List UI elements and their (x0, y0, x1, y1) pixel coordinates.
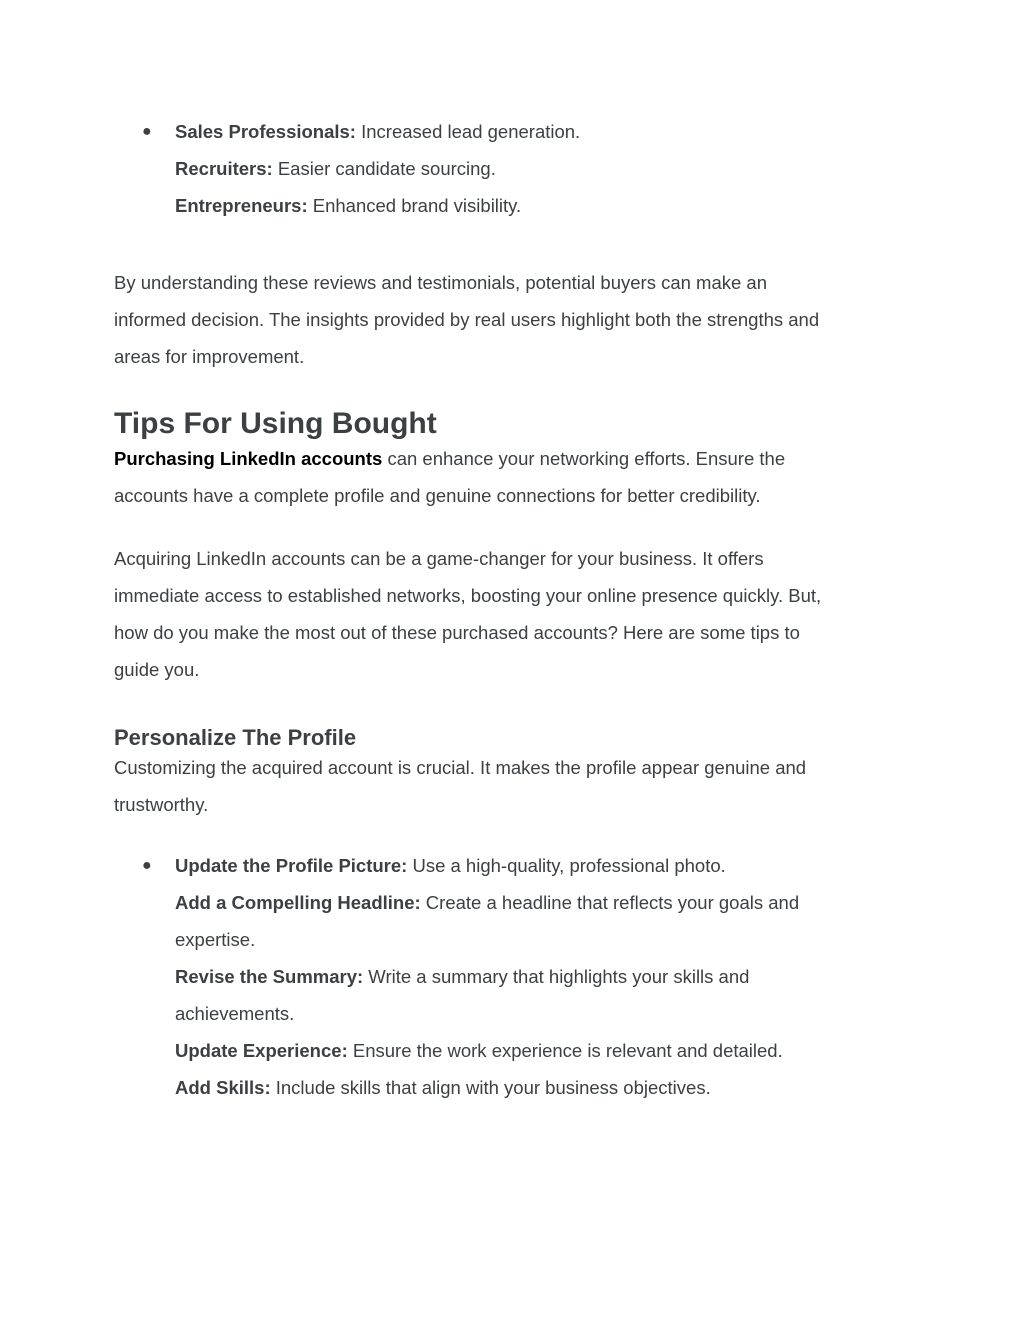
paragraph-line: areas for improvement. (114, 346, 305, 367)
paragraph-line: how do you make the most out of these purchased accounts? Here are some tips to (114, 622, 800, 643)
list-item-label: Add Skills: (175, 1077, 271, 1098)
list-item-label: Revise the Summary: (175, 966, 364, 987)
purchasing-paragraph (114, 440, 894, 514)
list-item-text: Increased lead generation. (355, 121, 581, 142)
list-item-text: Ensure the work experience is relevant and detailed. (347, 1040, 783, 1061)
list-item-continuation: expertise. (175, 929, 256, 950)
list-item (175, 113, 894, 150)
reviews-paragraph (114, 264, 894, 375)
paragraph-line: immediate access to established networks, boosting your online presence quickly. But, (114, 585, 822, 606)
list-item-label: Update the Profile Picture: (175, 855, 408, 876)
paragraph-text: can enhance your networking efforts. Ensure the (382, 448, 786, 469)
profile-tips-bullet-list (114, 847, 894, 1106)
paragraph-line (114, 440, 894, 477)
list-item-text: Include skills that align with your business objectives. (270, 1077, 711, 1098)
paragraph-line: guide you. (114, 659, 200, 680)
paragraph-line: Acquiring LinkedIn accounts can be a game-changer for your business. It offers (114, 548, 764, 569)
list-item-text: Write a summary that highlights your skills and (363, 966, 750, 987)
customizing-paragraph (114, 749, 894, 823)
bullet-icon: ● (142, 857, 152, 874)
list-item-text: Create a headline that reflects your goals and (420, 892, 800, 913)
paragraph-line: trustworthy. (114, 794, 209, 815)
paragraph-line: accounts have a complete profile and genuine connections for better credibility. (114, 485, 761, 506)
list-item (175, 884, 894, 921)
purchasing-linkedin-link[interactable]: Purchasing LinkedIn accounts (114, 448, 383, 469)
list-item-label: Update Experience: (175, 1040, 348, 1061)
list-item-continuation: achievements. (175, 1003, 295, 1024)
paragraph-line: informed decision. The insights provided by real users highlight both the strengths and (114, 309, 820, 330)
section-heading-tips: Tips For Using Bought (114, 407, 437, 440)
list-item (175, 1069, 894, 1106)
bullet-icon: ● (142, 123, 152, 140)
list-item-text: Use a high-quality, professional photo. (407, 855, 726, 876)
acquiring-paragraph (114, 540, 894, 688)
paragraph-line: By understanding these reviews and testimonials, potential buyers can make an (114, 272, 768, 293)
section-heading-personalize: Personalize The Profile (114, 725, 357, 750)
list-item-text: Easier candidate sourcing. (272, 158, 496, 179)
list-item (175, 847, 894, 884)
list-item-label: Add a Compelling Headline: (175, 892, 421, 913)
list-item (175, 1032, 894, 1069)
list-item (175, 150, 894, 187)
list-item-label: Sales Professionals: (175, 121, 356, 142)
list-item (175, 958, 894, 995)
list-item (175, 187, 894, 224)
audience-bullet-list (114, 113, 894, 224)
document-page (114, 113, 894, 1106)
list-item-label: Recruiters: (175, 158, 273, 179)
paragraph-line: Customizing the acquired account is crucial. It makes the profile appear genuine and (114, 757, 807, 778)
list-item-label: Entrepreneurs: (175, 195, 308, 216)
list-item-text: Enhanced brand visibility. (307, 195, 522, 216)
